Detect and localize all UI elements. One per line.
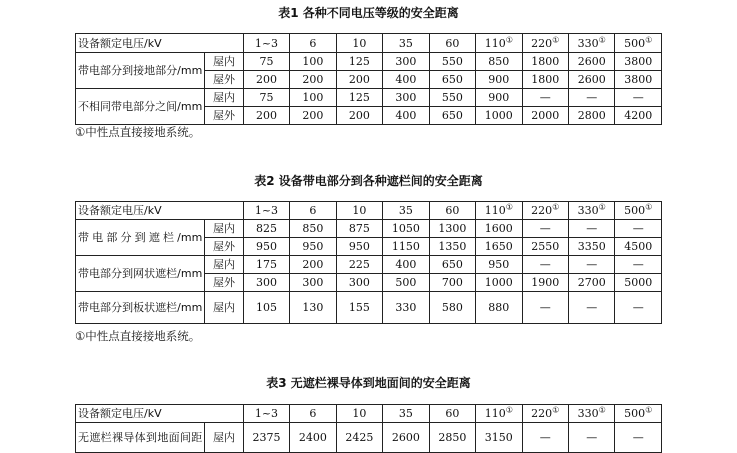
distance-cell: 400 [383,107,429,125]
distance-cell: 875 [336,220,382,238]
row-group-label: 无遮栏裸导体到地面间距 [76,423,205,453]
distance-cell: 300 [243,274,289,292]
table2-footnote: ①中性点直接接地系统。 [75,329,201,343]
voltage-value: 330 [577,36,599,50]
location-label: 屋外 [205,107,243,125]
voltage-value: 10 [352,36,367,50]
distance-cell: 550 [429,53,475,71]
voltage-header [615,34,662,53]
voltage-header [290,34,336,53]
voltage-value: 500 [624,407,646,420]
voltage-header [243,202,289,220]
table2 [75,201,662,324]
distance-cell: — [522,423,568,453]
voltage-header [569,405,615,423]
distance-cell: — [522,89,568,107]
distance-cell: 950 [336,238,382,256]
distance-cell: 100 [290,53,336,71]
location-label: 屋内 [205,89,243,107]
voltage-value: 220 [531,204,553,217]
voltage-value: 6 [309,36,317,50]
table-row [76,423,662,453]
voltage-header [290,405,336,423]
distance-cell: 1800 [522,71,568,89]
distance-cell: 850 [476,53,522,71]
distance-cell: 200 [243,71,289,89]
location-label: 屋内 [205,423,243,453]
voltage-value: 60 [445,407,460,420]
distance-cell: — [569,292,615,324]
location-label: 屋外 [205,274,243,292]
distance-cell: — [615,256,662,274]
voltage-value: 1~3 [254,204,279,217]
voltage-value: 1~3 [254,407,279,420]
distance-cell: 175 [243,256,289,274]
table-row [76,256,662,274]
distance-cell: 2550 [522,238,568,256]
distance-cell: 4500 [615,238,662,256]
distance-cell: 1900 [522,274,568,292]
distance-cell: 5000 [615,274,662,292]
voltage-header [429,34,475,53]
distance-cell: 900 [476,71,522,89]
voltage-value: 6 [309,407,317,420]
distance-cell: 400 [383,256,429,274]
header-label: 设备额定电压/kV [76,34,244,53]
voltage-header [383,202,429,220]
footnote-mark: ① [552,405,560,415]
distance-cell: — [569,220,615,238]
distance-cell: 3800 [615,71,662,89]
distance-cell: 650 [429,107,475,125]
distance-cell: — [522,256,568,274]
footnote-mark: ① [645,34,653,44]
distance-cell: 300 [290,274,336,292]
voltage-header [336,34,382,53]
location-label: 屋外 [205,238,243,256]
voltage-header [569,202,615,220]
distance-cell: 75 [243,53,289,71]
table2-title: 表2 设备带电部分到各种遮栏间的安全距离 [254,174,483,188]
location-label: 屋内 [205,256,243,274]
voltage-value: 60 [445,36,460,50]
distance-cell: 300 [336,274,382,292]
voltage-value: 6 [309,204,317,217]
distance-cell: 130 [290,292,336,324]
footnote-mark: ① [505,34,513,44]
table1 [75,33,662,125]
voltage-header [615,405,662,423]
distance-cell: 1600 [476,220,522,238]
voltage-header [243,405,289,423]
location-label: 屋内 [205,220,243,238]
distance-cell: 1800 [522,53,568,71]
distance-cell: — [522,220,568,238]
voltage-header [476,202,522,220]
distance-cell: — [569,256,615,274]
table1-title: 表1 各种不同电压等级的安全距离 [278,6,459,20]
distance-cell: 2600 [569,53,615,71]
footnote-mark: ① [598,405,606,415]
distance-cell: 2425 [336,423,382,453]
distance-cell: 2800 [569,107,615,125]
voltage-value: 330 [577,407,599,420]
table-row [76,220,662,238]
distance-cell: 1350 [429,238,475,256]
distance-cell: 3350 [569,238,615,256]
footnote-mark: ① [505,202,513,212]
distance-cell: 850 [290,220,336,238]
distance-cell: 200 [290,256,336,274]
distance-cell: 2600 [569,71,615,89]
table-row [76,292,662,324]
table-row [76,89,662,107]
distance-cell: 2000 [522,107,568,125]
distance-cell: 155 [336,292,382,324]
voltage-value: 110 [484,36,506,50]
voltage-value: 10 [352,407,367,420]
distance-cell: 2700 [569,274,615,292]
table1-footnote: ①中性点直接接地系统。 [75,125,201,139]
distance-cell: 2850 [429,423,475,453]
voltage-value: 330 [577,204,599,217]
distance-cell: 200 [243,107,289,125]
location-label: 屋内 [205,292,243,324]
distance-cell: 880 [476,292,522,324]
footnote-mark: ① [552,34,560,44]
footnote-mark: ① [552,202,560,212]
location-label: 屋内 [205,53,243,71]
voltage-value: 110 [484,407,506,420]
voltage-value: 500 [624,204,646,217]
row-group-label: 带电部分到遮栏/mm [76,220,205,256]
distance-cell: 1150 [383,238,429,256]
distance-cell: 650 [429,256,475,274]
voltage-header [522,405,568,423]
voltage-value: 220 [531,407,553,420]
distance-cell: 200 [336,71,382,89]
distance-cell: 2400 [290,423,336,453]
voltage-header [383,405,429,423]
voltage-header [569,34,615,53]
distance-cell: — [615,292,662,324]
distance-cell: 550 [429,89,475,107]
distance-cell: 1000 [476,274,522,292]
distance-cell: — [569,423,615,453]
voltage-header [522,34,568,53]
voltage-header [522,202,568,220]
distance-cell: 500 [383,274,429,292]
distance-cell: 900 [476,89,522,107]
distance-cell: 950 [290,238,336,256]
distance-cell: 1050 [383,220,429,238]
voltage-value: 10 [352,204,367,217]
table3-title: 表3 无遮栏裸导体到地面间的安全距离 [266,376,471,390]
distance-cell: — [615,89,662,107]
voltage-header [476,34,522,53]
footnote-mark: ① [598,34,606,44]
distance-cell: 125 [336,53,382,71]
distance-cell: 75 [243,89,289,107]
voltage-value: 35 [398,204,413,217]
distance-cell: 105 [243,292,289,324]
distance-cell: 200 [290,71,336,89]
distance-cell: 300 [383,53,429,71]
distance-cell: 2600 [383,423,429,453]
footnote-mark: ① [505,405,513,415]
distance-cell: 580 [429,292,475,324]
footnote-mark: ① [598,202,606,212]
footnote-mark: ① [645,405,653,415]
row-group-label: 带电部分到接地部分/mm [76,53,205,89]
footnote-mark: ① [645,202,653,212]
distance-cell: 2375 [243,423,289,453]
voltage-header [615,202,662,220]
voltage-header [243,34,289,53]
distance-cell: — [615,423,662,453]
distance-cell: 1650 [476,238,522,256]
distance-cell: 400 [383,71,429,89]
row-group-label: 不相同带电部分之间/mm [76,89,205,125]
voltage-value: 35 [398,407,413,420]
distance-cell: 1300 [429,220,475,238]
voltage-value: 35 [398,36,413,50]
distance-cell: 300 [383,89,429,107]
distance-cell: — [569,89,615,107]
voltage-header [429,202,475,220]
distance-cell: 950 [243,238,289,256]
voltage-header [290,202,336,220]
voltage-value: 500 [624,36,646,50]
voltage-header [336,202,382,220]
voltage-header [383,34,429,53]
distance-cell: 3800 [615,53,662,71]
distance-cell: — [615,220,662,238]
distance-cell: 225 [336,256,382,274]
header-label: 设备额定电压/kV [76,405,244,423]
voltage-value: 1~3 [254,36,279,50]
distance-cell: 700 [429,274,475,292]
distance-cell: 200 [336,107,382,125]
voltage-value: 110 [484,204,506,217]
voltage-header [429,405,475,423]
distance-cell: 1000 [476,107,522,125]
distance-cell: 825 [243,220,289,238]
distance-cell: 100 [290,89,336,107]
voltage-value: 220 [531,36,553,50]
row-group-label: 带电部分到板状遮栏/mm [76,292,205,324]
header-label: 设备额定电压/kV [76,202,244,220]
distance-cell: — [522,292,568,324]
distance-cell: 330 [383,292,429,324]
voltage-header [476,405,522,423]
distance-cell: 950 [476,256,522,274]
table3 [75,404,662,453]
distance-cell: 3150 [476,423,522,453]
distance-cell: 200 [290,107,336,125]
row-group-label: 带电部分到网状遮栏/mm [76,256,205,292]
location-label: 屋外 [205,71,243,89]
distance-cell: 650 [429,71,475,89]
distance-cell: 125 [336,89,382,107]
voltage-value: 60 [445,204,460,217]
table-row [76,53,662,71]
distance-cell: 4200 [615,107,662,125]
voltage-header [336,405,382,423]
